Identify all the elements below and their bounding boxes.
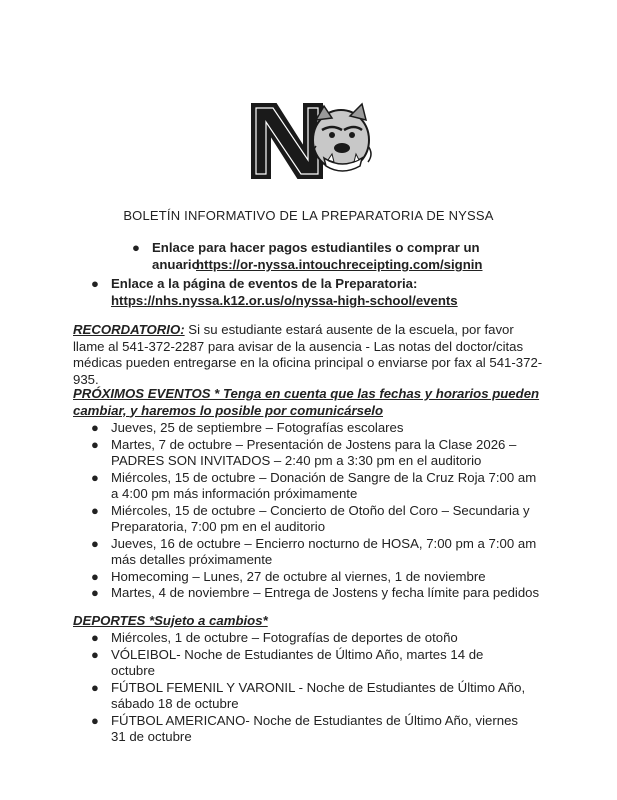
list-item: [91, 647, 531, 680]
events-heading: PRÓXIMOS EVENTOS * Tenga en cuenta que las fechas y horarios pueden cambiar, y haremos lo posible por comunicárselo: [73, 386, 540, 418]
list-item: [91, 420, 546, 437]
logo-letter-n: [252, 104, 322, 178]
link-label: Enlace a la página de eventos de la Preparatoria:: [111, 276, 418, 291]
bullet-icon: ●: [91, 469, 99, 485]
bullet-icon: ●: [91, 585, 99, 600]
link-url[interactable]: https://nhs.nyssa.k12.or.us/o/nyssa-high-school/events: [111, 293, 458, 308]
bullet-icon: ●: [91, 679, 99, 695]
list-item: [91, 713, 531, 746]
reminder-paragraph: [73, 322, 548, 388]
bullet-icon: ●: [132, 240, 140, 255]
reminder-heading: RECORDATORIO:: [73, 322, 185, 337]
bullet-icon: ●: [91, 436, 99, 452]
bullet-icon: ●: [91, 502, 99, 518]
list-item-text: Jueves, 16 de octubre – Encierro nocturno de HOSA, 7:00 pm a 7:00 am más detalles próximamente: [111, 535, 537, 567]
list-item-text: Miércoles, 15 de octubre – Donación de Sangre de la Cruz Roja 7:00 am a 4:00 pm más información próximamente: [111, 469, 537, 501]
events-list: [91, 420, 546, 602]
sports-heading: DEPORTES *Sujeto a cambios*: [73, 613, 268, 628]
list-item-text: FÚTBOL AMERICANO- Noche de Estudiantes de Último Año, viernes 31 de octubre: [111, 712, 519, 744]
list-item-text: Miércoles, 15 de octubre – Concierto de Otoño del Coro – Secundaria y Preparatoria, 7:00 pm en el auditorio: [111, 502, 530, 534]
list-item-text: Martes, 7 de octubre – Presentación de Jostens para la Clase 2026 – PADRES SON INVITADOS – 2:40 pm a 3:30 pm en el auditorio: [111, 436, 517, 468]
link-label: Enlace para hacer pagos estudiantiles o comprar un anuario:: [152, 240, 480, 272]
bullet-icon: ●: [91, 535, 99, 551]
list-item: [91, 536, 546, 569]
link-block-events: [91, 276, 491, 293]
link-events[interactable]: [111, 293, 458, 310]
list-item-text: VÓLEIBOL- Noche de Estudiantes de Último Año, martes 14 de octubre: [111, 646, 484, 678]
list-item-text: Miércoles, 1 de octubre – Fotografías de deportes de otoño: [111, 630, 458, 645]
link-payments[interactable]: [196, 257, 483, 274]
bullet-icon: ●: [91, 568, 99, 584]
list-item: [91, 680, 531, 713]
bullet-icon: ●: [91, 712, 99, 728]
link-url[interactable]: https://or-nyssa.intouchreceipting.com/signin: [196, 257, 483, 272]
list-item-text: Homecoming – Lunes, 27 de octubre al viernes, 1 de noviembre: [111, 568, 486, 584]
list-item-text: Martes, 4 de noviembre – Entrega de Jostens y fecha límite para pedidos: [111, 585, 540, 600]
list-item: [91, 503, 546, 536]
list-item-text: FÚTBOL FEMENIL Y VARONIL - Noche de Estudiantes de Último Año, sábado 18 de octubre: [111, 679, 526, 711]
bullet-icon: ●: [91, 276, 99, 291]
sports-list: [91, 630, 531, 746]
list-item: [91, 585, 546, 602]
page-title: BOLETÍN INFORMATIVO DE LA PREPARATORIA DE NYSSA: [123, 208, 494, 223]
reminder-text: Si su estudiante estará ausente de la escuela, por favor llame al 541-372-2287 para avisar de la ausencia - Las notas del doctor/citas médicas pueden entregarse en la oficina principal o enviarse por fax al 541-372-935.: [73, 322, 543, 387]
list-item: [91, 437, 546, 470]
list-item: [91, 630, 531, 647]
school-logo: [246, 96, 376, 186]
bulldog-icon: [313, 104, 371, 171]
bullet-icon: ●: [91, 646, 99, 662]
bullet-icon: ●: [91, 630, 99, 645]
list-item: [91, 470, 546, 503]
list-item-text: Jueves, 25 de septiembre – Fotografías escolares: [111, 420, 404, 435]
bullet-icon: ●: [91, 420, 99, 435]
list-item: [91, 569, 546, 586]
